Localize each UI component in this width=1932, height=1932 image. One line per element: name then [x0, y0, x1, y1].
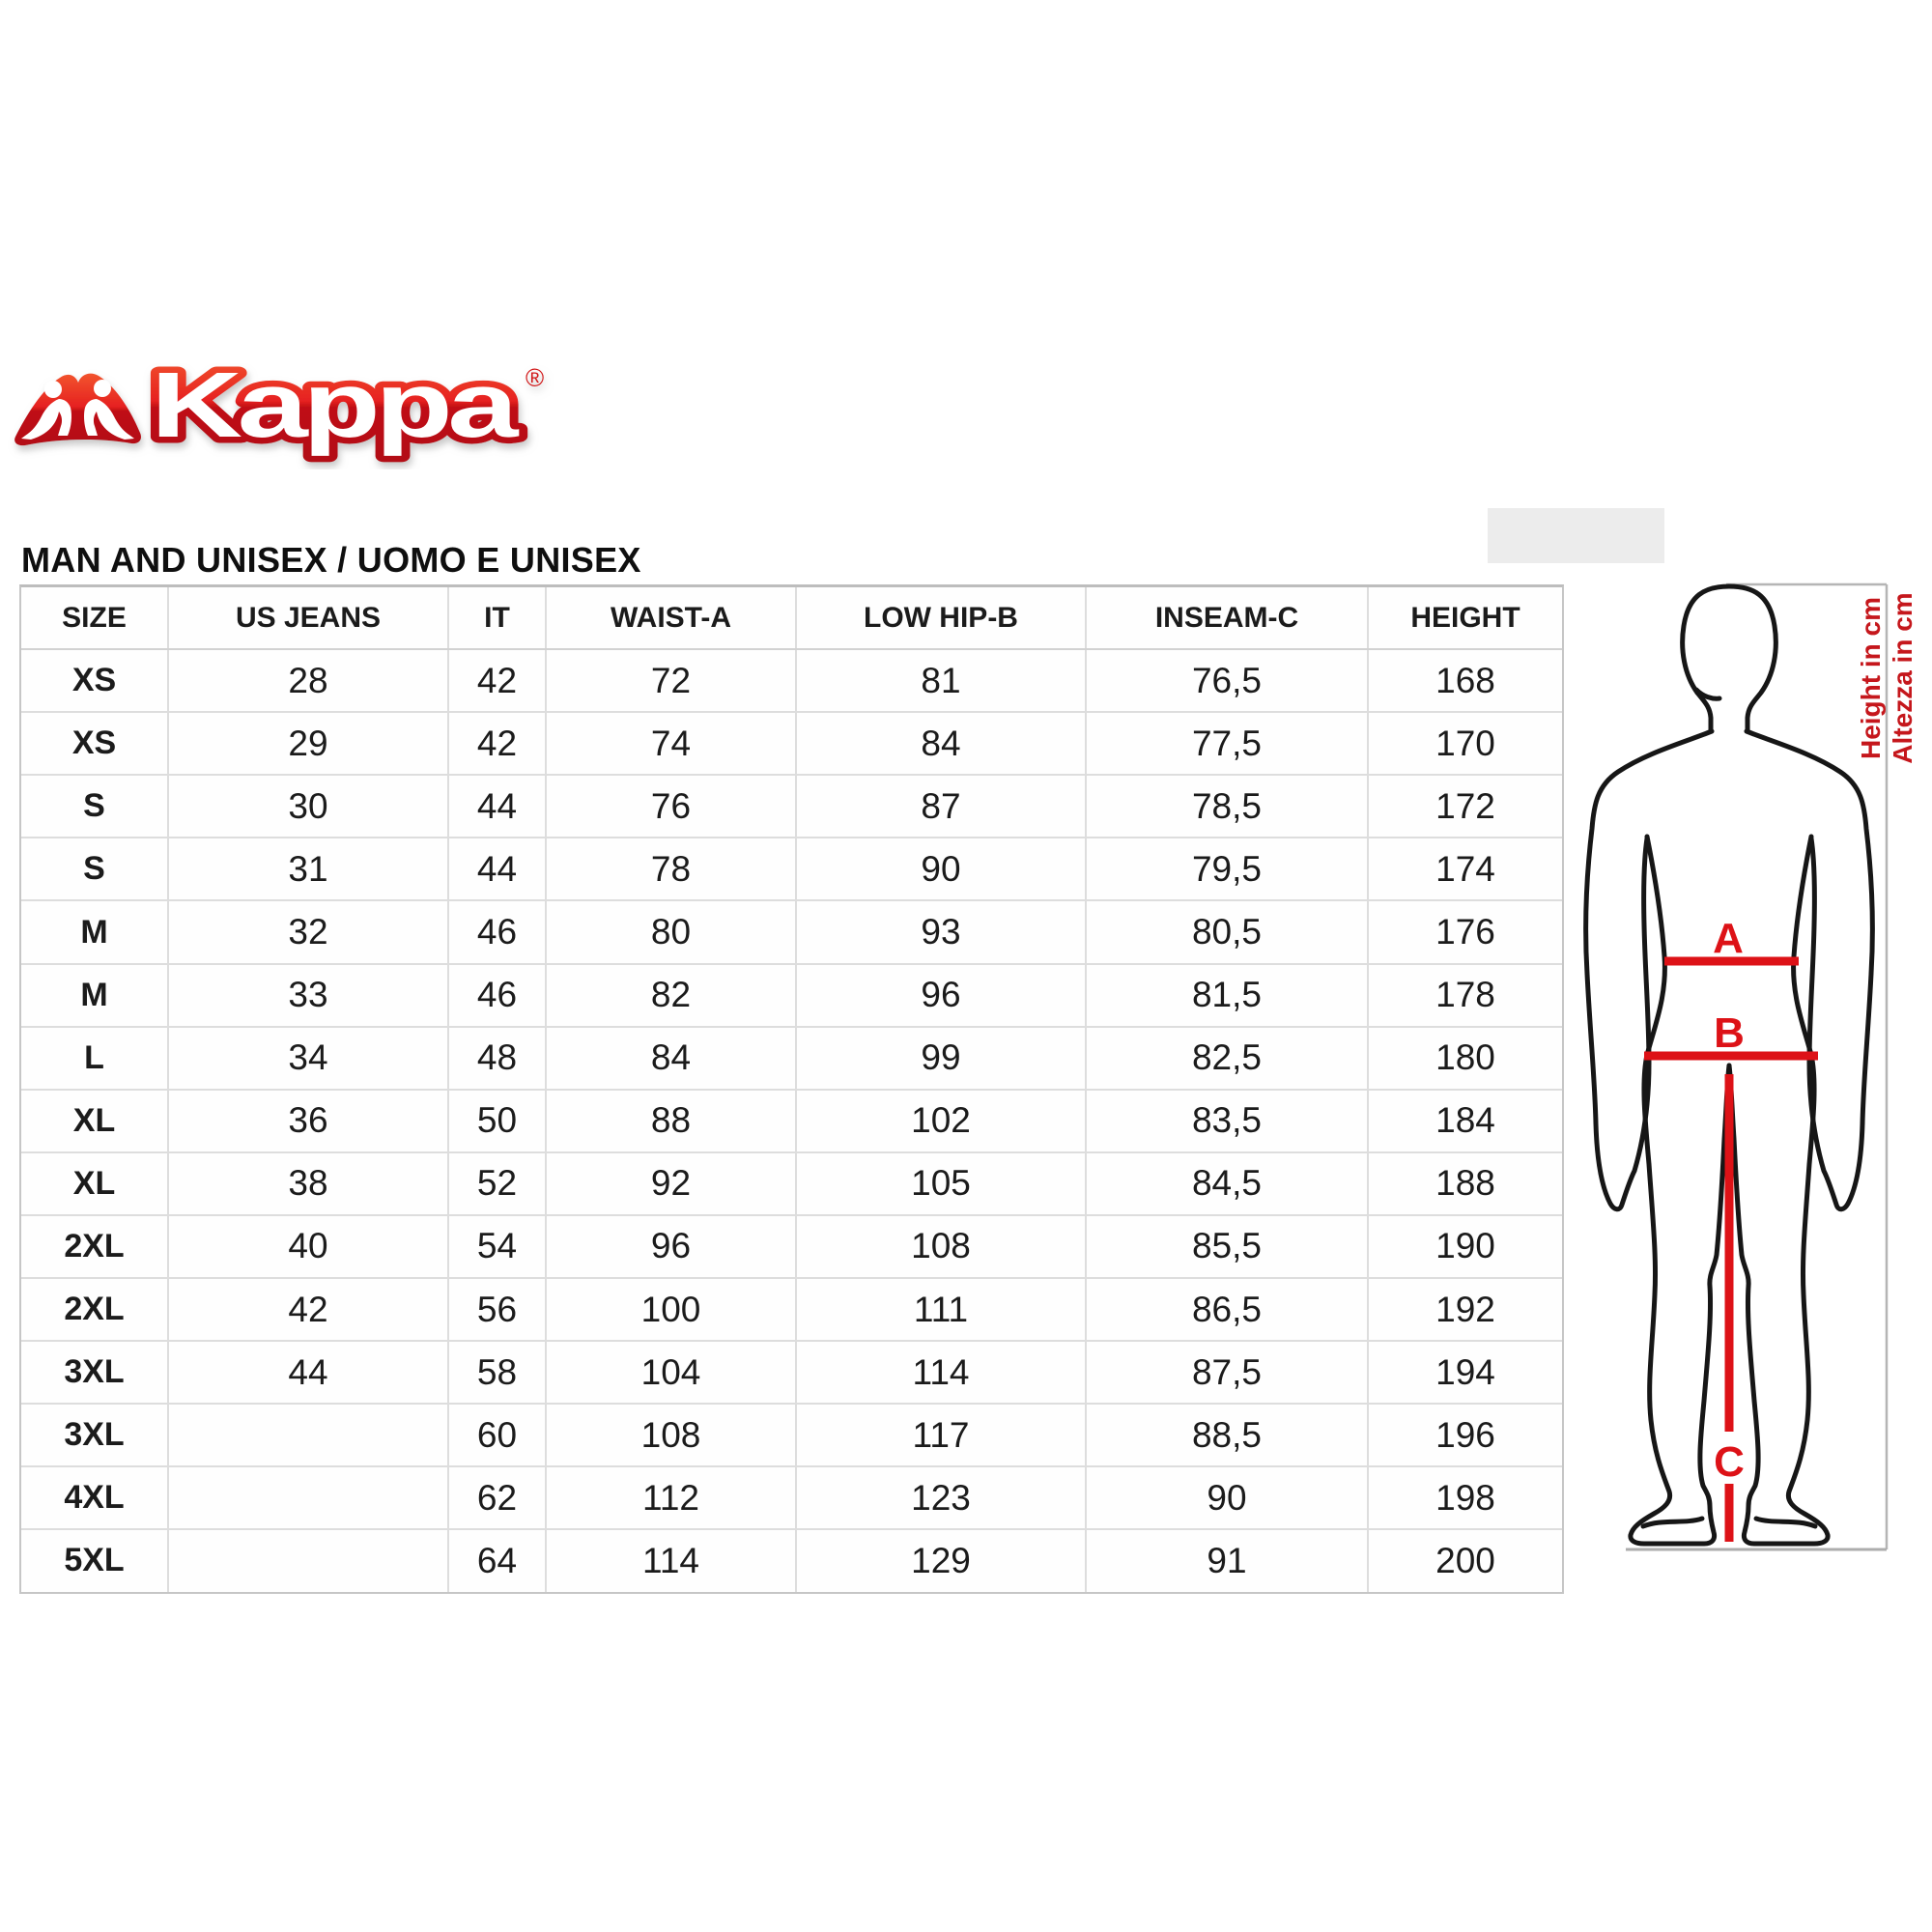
table-cell: 174 — [1369, 838, 1562, 899]
table-cell: 100 — [547, 1279, 797, 1340]
table-cell: 28 — [169, 650, 449, 711]
table-cell: 117 — [797, 1405, 1087, 1465]
table-cell: 82,5 — [1087, 1028, 1369, 1089]
table-row — [21, 901, 1562, 964]
table-row — [21, 1342, 1562, 1405]
table-cell: 44 — [169, 1342, 449, 1403]
table-cell — [169, 1467, 449, 1528]
table-cell: 46 — [449, 965, 547, 1026]
table-cell: 38 — [169, 1153, 449, 1214]
table-cell: 44 — [449, 776, 547, 837]
table-cell: 74 — [547, 713, 797, 774]
marker-a-label: A — [1713, 915, 1744, 962]
table-cell: 36 — [169, 1091, 449, 1151]
table-cell: 42 — [449, 650, 547, 711]
table-row — [21, 1467, 1562, 1530]
table-row — [21, 713, 1562, 776]
table-cell: 52 — [449, 1153, 547, 1214]
table-row — [21, 1530, 1562, 1591]
table-cell: 78,5 — [1087, 776, 1369, 837]
table-cell: 56 — [449, 1279, 547, 1340]
table-cell: 190 — [1369, 1216, 1562, 1277]
header-cell-5: INSEAM-C — [1087, 587, 1369, 648]
table-cell: 29 — [169, 713, 449, 774]
height-label-it: Altezza in cm — [1888, 592, 1918, 764]
table-cell: L — [21, 1028, 169, 1089]
table-row — [21, 1216, 1562, 1279]
table-cell: 2XL — [21, 1279, 169, 1340]
table-cell: 176 — [1369, 901, 1562, 962]
table-cell: 32 — [169, 901, 449, 962]
table-cell: 112 — [547, 1467, 797, 1528]
table-cell: 3XL — [21, 1405, 169, 1465]
size-table — [19, 584, 1564, 1594]
table-row — [21, 650, 1562, 713]
table-cell: 111 — [797, 1279, 1087, 1340]
table-cell: 34 — [169, 1028, 449, 1089]
table-cell: 170 — [1369, 713, 1562, 774]
table-row — [21, 965, 1562, 1028]
table-cell: 81,5 — [1087, 965, 1369, 1026]
table-cell: 104 — [547, 1342, 797, 1403]
page-title: MAN AND UNISEX / UOMO E UNISEX — [21, 540, 641, 580]
table-cell: 42 — [449, 713, 547, 774]
table-row — [21, 1405, 1562, 1467]
table-cell: 96 — [547, 1216, 797, 1277]
table-cell: 92 — [547, 1153, 797, 1214]
table-cell: XL — [21, 1153, 169, 1214]
table-cell: S — [21, 776, 169, 837]
table-cell: 114 — [797, 1342, 1087, 1403]
table-row — [21, 1279, 1562, 1342]
table-cell: S — [21, 838, 169, 899]
table-cell: 33 — [169, 965, 449, 1026]
table-cell: 90 — [1087, 1467, 1369, 1528]
table-cell: 31 — [169, 838, 449, 899]
table-cell: M — [21, 901, 169, 962]
table-cell: 78 — [547, 838, 797, 899]
table-cell: 129 — [797, 1530, 1087, 1591]
table-cell: 84 — [547, 1028, 797, 1089]
table-cell: 4XL — [21, 1467, 169, 1528]
table-cell: 76 — [547, 776, 797, 837]
table-cell: 79,5 — [1087, 838, 1369, 899]
header-cell-2: IT — [449, 587, 547, 648]
table-cell: 102 — [797, 1091, 1087, 1151]
table-cell: 72 — [547, 650, 797, 711]
table-cell: 54 — [449, 1216, 547, 1277]
table-cell: 88 — [547, 1091, 797, 1151]
table-cell: 194 — [1369, 1342, 1562, 1403]
table-cell: 184 — [1369, 1091, 1562, 1151]
table-cell: 105 — [797, 1153, 1087, 1214]
table-cell: 91 — [1087, 1530, 1369, 1591]
table-cell: 108 — [797, 1216, 1087, 1277]
table-cell: 172 — [1369, 776, 1562, 837]
table-cell: 81 — [797, 650, 1087, 711]
table-cell: 64 — [449, 1530, 547, 1591]
header-cell-6: HEIGHT — [1369, 587, 1562, 648]
table-cell — [169, 1405, 449, 1465]
table-cell: 180 — [1369, 1028, 1562, 1089]
table-cell: 200 — [1369, 1530, 1562, 1591]
table-cell: 3XL — [21, 1342, 169, 1403]
marker-c-label: C — [1714, 1438, 1745, 1486]
table-cell: XL — [21, 1091, 169, 1151]
table-cell: 83,5 — [1087, 1091, 1369, 1151]
size-table-body — [21, 650, 1562, 1591]
table-cell: 84 — [797, 713, 1087, 774]
table-cell: 196 — [1369, 1405, 1562, 1465]
table-cell: 85,5 — [1087, 1216, 1369, 1277]
table-cell: 82 — [547, 965, 797, 1026]
table-cell: 5XL — [21, 1530, 169, 1591]
height-label-en: Height in cm — [1856, 596, 1886, 760]
table-cell: 90 — [797, 838, 1087, 899]
table-cell: 168 — [1369, 650, 1562, 711]
registered-mark-icon: ® — [526, 363, 545, 392]
table-cell: 80,5 — [1087, 901, 1369, 962]
table-cell: 192 — [1369, 1279, 1562, 1340]
table-cell: 76,5 — [1087, 650, 1369, 711]
table-cell: XS — [21, 713, 169, 774]
table-cell: 88,5 — [1087, 1405, 1369, 1465]
table-cell: 58 — [449, 1342, 547, 1403]
header-cell-4: LOW HIP-B — [797, 587, 1087, 648]
table-row — [21, 1028, 1562, 1091]
table-cell: XS — [21, 650, 169, 711]
table-cell: 30 — [169, 776, 449, 837]
table-cell: 114 — [547, 1530, 797, 1591]
table-cell: 99 — [797, 1028, 1087, 1089]
table-cell: 77,5 — [1087, 713, 1369, 774]
size-guide-figure — [1507, 483, 1932, 1594]
kappa-logo — [8, 363, 568, 469]
table-cell: 87 — [797, 776, 1087, 837]
table-cell: 44 — [449, 838, 547, 899]
table-cell: 198 — [1369, 1467, 1562, 1528]
table-cell: 46 — [449, 901, 547, 962]
table-row — [21, 1153, 1562, 1216]
table-cell: 86,5 — [1087, 1279, 1369, 1340]
table-cell: 48 — [449, 1028, 547, 1089]
table-cell: 84,5 — [1087, 1153, 1369, 1214]
table-row — [21, 1091, 1562, 1153]
table-cell: 42 — [169, 1279, 449, 1340]
table-cell: 188 — [1369, 1153, 1562, 1214]
table-cell: 2XL — [21, 1216, 169, 1277]
table-cell: M — [21, 965, 169, 1026]
brand-wordmark: Kappa — [151, 363, 520, 457]
table-cell: 123 — [797, 1467, 1087, 1528]
table-cell: 60 — [449, 1405, 547, 1465]
table-cell: 178 — [1369, 965, 1562, 1026]
header-cell-3: WAIST-A — [547, 587, 797, 648]
table-cell: 80 — [547, 901, 797, 962]
header-cell-0: SIZE — [21, 587, 169, 648]
table-cell: 93 — [797, 901, 1087, 962]
table-cell: 50 — [449, 1091, 547, 1151]
size-table-header-row — [21, 587, 1562, 650]
table-cell — [169, 1530, 449, 1591]
table-cell: 108 — [547, 1405, 797, 1465]
table-cell: 62 — [449, 1467, 547, 1528]
marker-b-label: B — [1714, 1009, 1745, 1057]
table-row — [21, 838, 1562, 901]
table-row — [21, 776, 1562, 838]
table-cell: 96 — [797, 965, 1087, 1026]
table-cell: 87,5 — [1087, 1342, 1369, 1403]
kappa-omini-icon — [14, 374, 141, 446]
header-cell-1: US JEANS — [169, 587, 449, 648]
table-cell: 40 — [169, 1216, 449, 1277]
